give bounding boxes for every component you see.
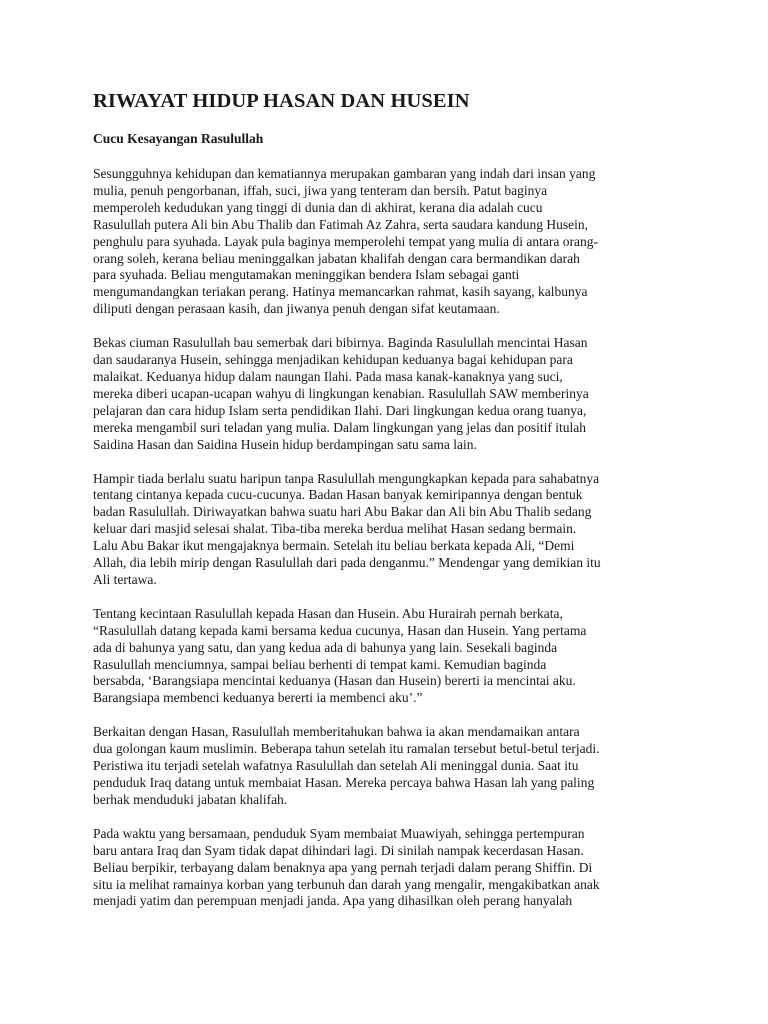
- text-line: mereka diberi ucapan-ucapan wahyu di lingkungan kenabian. Rasulullah SAW memberinya: [93, 385, 589, 401]
- paragraph-gap: [93, 809, 685, 826]
- text-line: Peristiwa itu terjadi setelah wafatnya Rasulullah dan setelah Ali meninggal dunia. Saat itu: [93, 758, 579, 774]
- text-line: tentang cintanya kepada cucu-cucunya. Badan Hasan banyak kemiripannya dengan bentuk: [93, 487, 583, 503]
- text-line: Ali tertawa.: [93, 571, 157, 587]
- text-line: malaikat. Keduanya hidup dalam naungan Ilahi. Pada masa kanak-kanaknya yang suci,: [93, 368, 563, 384]
- text-line: badan Rasulullah. Diriwayatkan bahwa suatu hari Abu Bakar dan Ali bin Abu Thalib sedang: [93, 504, 592, 520]
- text-line: Rasulullah putera Ali bin Abu Thalib dan Fatimah Az Zahra, serta saudara kandung Husein,: [93, 216, 589, 232]
- document-body: [93, 166, 685, 910]
- document-subtitle: Cucu Kesayangan Rasulullah: [93, 131, 264, 146]
- text-line: Lalu Abu Bakar ikut mengajaknya bermain. Setelah itu beliau berkata kepada Ali, “Demi: [93, 538, 575, 554]
- text-line: Sesungguhnya kehidupan dan kematiannya merupakan gambaran yang indah dari insan yang: [93, 166, 596, 181]
- text-line: situ ia melihat ramainya korban yang terbunuh dan darah yang mengalir, mengakibatkan anak: [93, 876, 600, 892]
- text-line: Barangsiapa membenci keduanya bererti ia membenci aku’.”: [93, 690, 423, 706]
- text-line: mulia, penuh pengorbanan, iffah, suci, jiwa yang tenteram dan bersih. Patut baginya: [93, 182, 548, 198]
- text-line: pelajaran dan cara hidup Islam serta pendidikan Ilahi. Dari lingkungan kedua orang tuanya,: [93, 402, 587, 418]
- paragraph: [93, 335, 685, 453]
- paragraph-gap: [93, 707, 685, 724]
- paragraph: [93, 606, 685, 707]
- text-line: diliputi dengan perasaan kasih, dan jiwanya penuh dengan sifat keutamaan.: [93, 301, 500, 317]
- document-page: [93, 88, 685, 910]
- text-line: “Rasulullah datang kepada kami bersama kedua cucunya, Hasan dan Husein. Yang pertama: [93, 622, 587, 638]
- paragraph: [93, 166, 685, 318]
- text-line: Saidina Hasan dan Saidina Husein hidup berdampingan satu sama lain.: [93, 436, 477, 452]
- paragraph: [93, 724, 685, 809]
- paragraph-gap: [93, 589, 685, 606]
- text-line: Beliau berpikir, terbayang dalam benaknya apa yang pernah terjadi dalam perang Shiffin. Di: [93, 859, 593, 875]
- text-line: Hampir tiada berlalu suatu haripun tanpa Rasulullah mengungkapkan kepada para sahabatnya: [93, 470, 600, 486]
- text-line: keluar dari masjid selesai shalat. Tiba-tiba mereka berdua melihat Hasan sedang bermain.: [93, 521, 577, 537]
- text-line: menjadi yatim dan perempuan menjadi janda. Apa yang dihasilkan oleh perang hanyalah: [93, 893, 573, 909]
- text-line: Berkaitan dengan Hasan, Rasulullah memberitahukan bahwa ia akan mendamaikan antara: [93, 724, 580, 740]
- text-line: dua golongan kaum muslimin. Beberapa tahun setelah itu ramalan tersebut betul-betul terjadi.: [93, 741, 600, 757]
- text-line: penghulu para syuhada. Layak pula baginya memperolehi tempat yang mulia di antara orang-: [93, 233, 598, 249]
- text-line: baru antara Iraq dan Syam tidak dapat dihindari lagi. Di sinilah nampak kecerdasan Hasan.: [93, 842, 584, 858]
- text-line: mengumandangkan teriakan perang. Hatinya memancarkan rahmat, kasih sayang, kalbunya: [93, 284, 588, 300]
- text-line: ada di bahunya yang satu, dan yang kedua ada di bahunya yang lain. Sesekali baginda: [93, 639, 558, 655]
- text-line: dan saudaranya Husein, sehingga menjadikan kehidupan keduanya bagai kehidupan para: [93, 352, 573, 368]
- text-line: berhak menduduki jabatan khalifah.: [93, 791, 288, 807]
- paragraph-gap: [93, 454, 685, 471]
- text-line: Allah, dia lebih mirip dengan Rasulullah dari pada denganmu.” Mendengar yang demikian itu: [93, 555, 601, 571]
- text-line: Tentang kecintaan Rasulullah kepada Hasan dan Husein. Abu Hurairah pernah berkata,: [93, 605, 563, 621]
- text-line: Rasulullah menciumnya, sampai beliau berhenti di tempat kami. Kemudian baginda: [93, 656, 547, 672]
- text-line: bersabda, ‘Barangsiapa mencintai keduanya (Hasan dan Husein) bererti ia mencintai aku.: [93, 673, 576, 689]
- text-line: mereka mengambil suri teladan yang mulia. Dalam lingkungan yang jelas dan positif itulah: [93, 419, 586, 435]
- text-line: orang soleh, kerana beliau meninggalkan jabatan khalifah dengan cara bermandikan darah: [93, 250, 580, 266]
- text-line: memperoleh kedudukan yang tinggi di dunia dan di akhirat, kerana dia adalah cucu: [93, 199, 543, 215]
- text-line: Pada waktu yang bersamaan, penduduk Syam membaiat Muawiyah, sehingga pertempuran: [93, 825, 585, 841]
- paragraph-gap: [93, 318, 685, 335]
- text-line: para syuhada. Beliau mengutamakan meninggikan bendera Islam sebagai ganti: [93, 267, 520, 283]
- text-line: Bekas ciuman Rasulullah bau semerbak dari bibirnya. Baginda Rasulullah mencintai Hasan: [93, 335, 588, 351]
- document-title: RIWAYAT HIDUP HASAN DAN HUSEIN: [93, 90, 470, 112]
- paragraph: [93, 826, 685, 911]
- paragraph: [93, 471, 685, 589]
- spacer: [93, 148, 685, 166]
- text-line: penduduk Iraq datang untuk membaiat Hasan. Mereka percaya bahwa Hasan lah yang paling: [93, 775, 595, 790]
